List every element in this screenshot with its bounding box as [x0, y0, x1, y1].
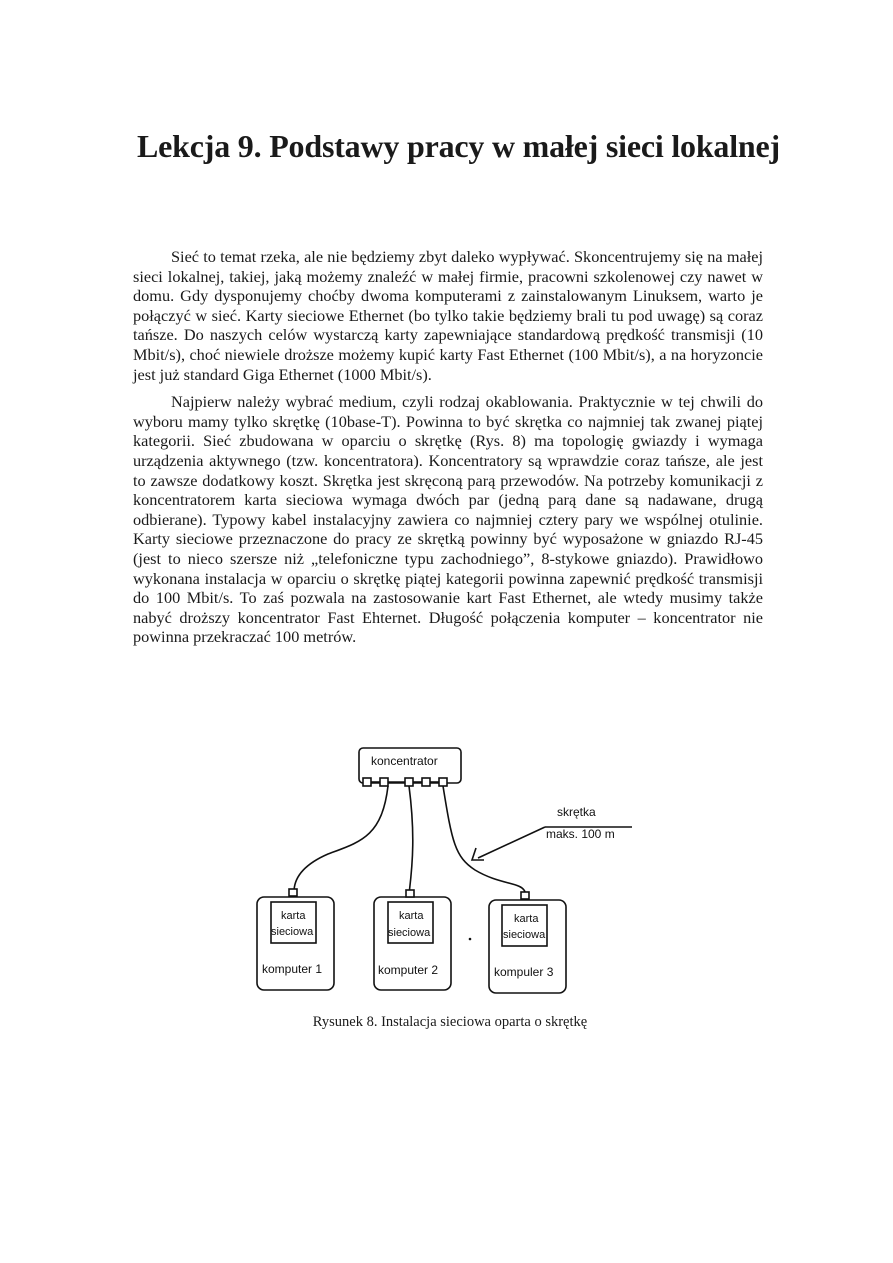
label-leader [478, 827, 545, 858]
card-connector [289, 889, 297, 896]
card-label-line1: karta [514, 913, 539, 925]
cable-length-label: maks. 100 m [546, 827, 615, 841]
body-text [133, 247, 763, 655]
arrow-head [472, 848, 484, 860]
card-connector [406, 890, 414, 897]
computer-2-label: komputer 2 [378, 963, 439, 977]
card-label-line2: sieciowa [503, 929, 546, 941]
paragraph-1: Sieć to temat rzeka, ale nie będziemy zbyt daleko wypływać. Skoncentrujemy się na małej sieci lokalnej, takiej, jaką możemy znaleźć w małej firmie, pracowni szkolenowej czy nawet w domu. Gdy dysponujemy choćby dwoma komputerami z zainstalowanym Linuksem, warto je połączyć w sieć. Karty sieciowe Ethernet (bo tylko takie będziemy brali tu pod uwagę) są coraz tańsze. Do naszych celów wystarczą karty zapewniające standardową prędkość transmisji (10 Mbit/s), choć niewiele droższe możemy kupić karty Fast Ethernet (100 Mbit/s), a na horyzoncie jest już standard Giga Ethernet (1000 Mbit/s). [133, 247, 763, 384]
cable-pc1 [294, 786, 388, 892]
hub-port [422, 778, 430, 786]
cable-label: skrętka [557, 805, 596, 819]
paragraph-2: Najpierw należy wybrać medium, czyli rodzaj okablowania. Praktycznie w tej chwili do wyboru mamy tylko skrętkę (10base-T). Powinna to być skrętka co najmniej tak zwanej piątej kategorii. Sieć zbudowana w oparciu o skrętkę (Rys. 8) ma topologię gwiazdy i wymaga urządzenia aktywnego (tzw. koncentratora). Koncentratory są wprawdzie coraz tańsze, ale jest to zawsze dodatkowy koszt. Skrętka jest skręconą parą przewodów. Na potrzeby komunikacji z koncentratorem karta sieciowa wymaga dwóch par (jedną parą dane są nadawane, drugą odbierane). Typowy kabel instalacyjny zawiera co najmniej cztery pary we wspólnej otulinie. Karty sieciowe przeznaczone do pracy ze skrętką powinny być wyposażone w gniazdo RJ-45 (jest to nieco szersze niż „telefoniczne typu zachodniego”, 8-stykowe gniazdo). Prawidłowo wykonana instalacja w oparciu o skrętkę piątej kategorii powinna zapewnić prędkość transmisji do 100 Mbit/s. To zaś pozwala na zastosowanie kart Fast Ethernet, ale wtedy musimy także nabyć droższy koncentrator Fast Ehternet. Długość połączenia komputer – koncentrator nie powinna przekraczać 100 metrów. [133, 392, 763, 647]
hub-port [439, 778, 447, 786]
card-connector [521, 892, 529, 899]
page-title: Lekcja 9. Podstawy pracy w małej sieci lokalnej [137, 128, 780, 164]
card-label-line2: sieciowa [271, 926, 314, 938]
cable-pc3 [443, 786, 525, 892]
card-label-line2: sieciowa [388, 927, 431, 939]
cable-pc2 [409, 786, 413, 894]
figure-caption: Rysunek 8. Instalacja sieciowa oparta o skrętkę [312, 1014, 588, 1030]
hub-port [380, 778, 388, 786]
hub-port [405, 778, 413, 786]
card-label-line1: karta [399, 910, 424, 922]
hub-port [363, 778, 371, 786]
network-diagram [250, 742, 640, 1002]
hub-label: koncentrator [371, 754, 438, 768]
card-label-line1: karta [281, 910, 306, 922]
computer-3-label: kompuler 3 [494, 965, 554, 979]
computer-1-label: komputer 1 [262, 962, 323, 976]
